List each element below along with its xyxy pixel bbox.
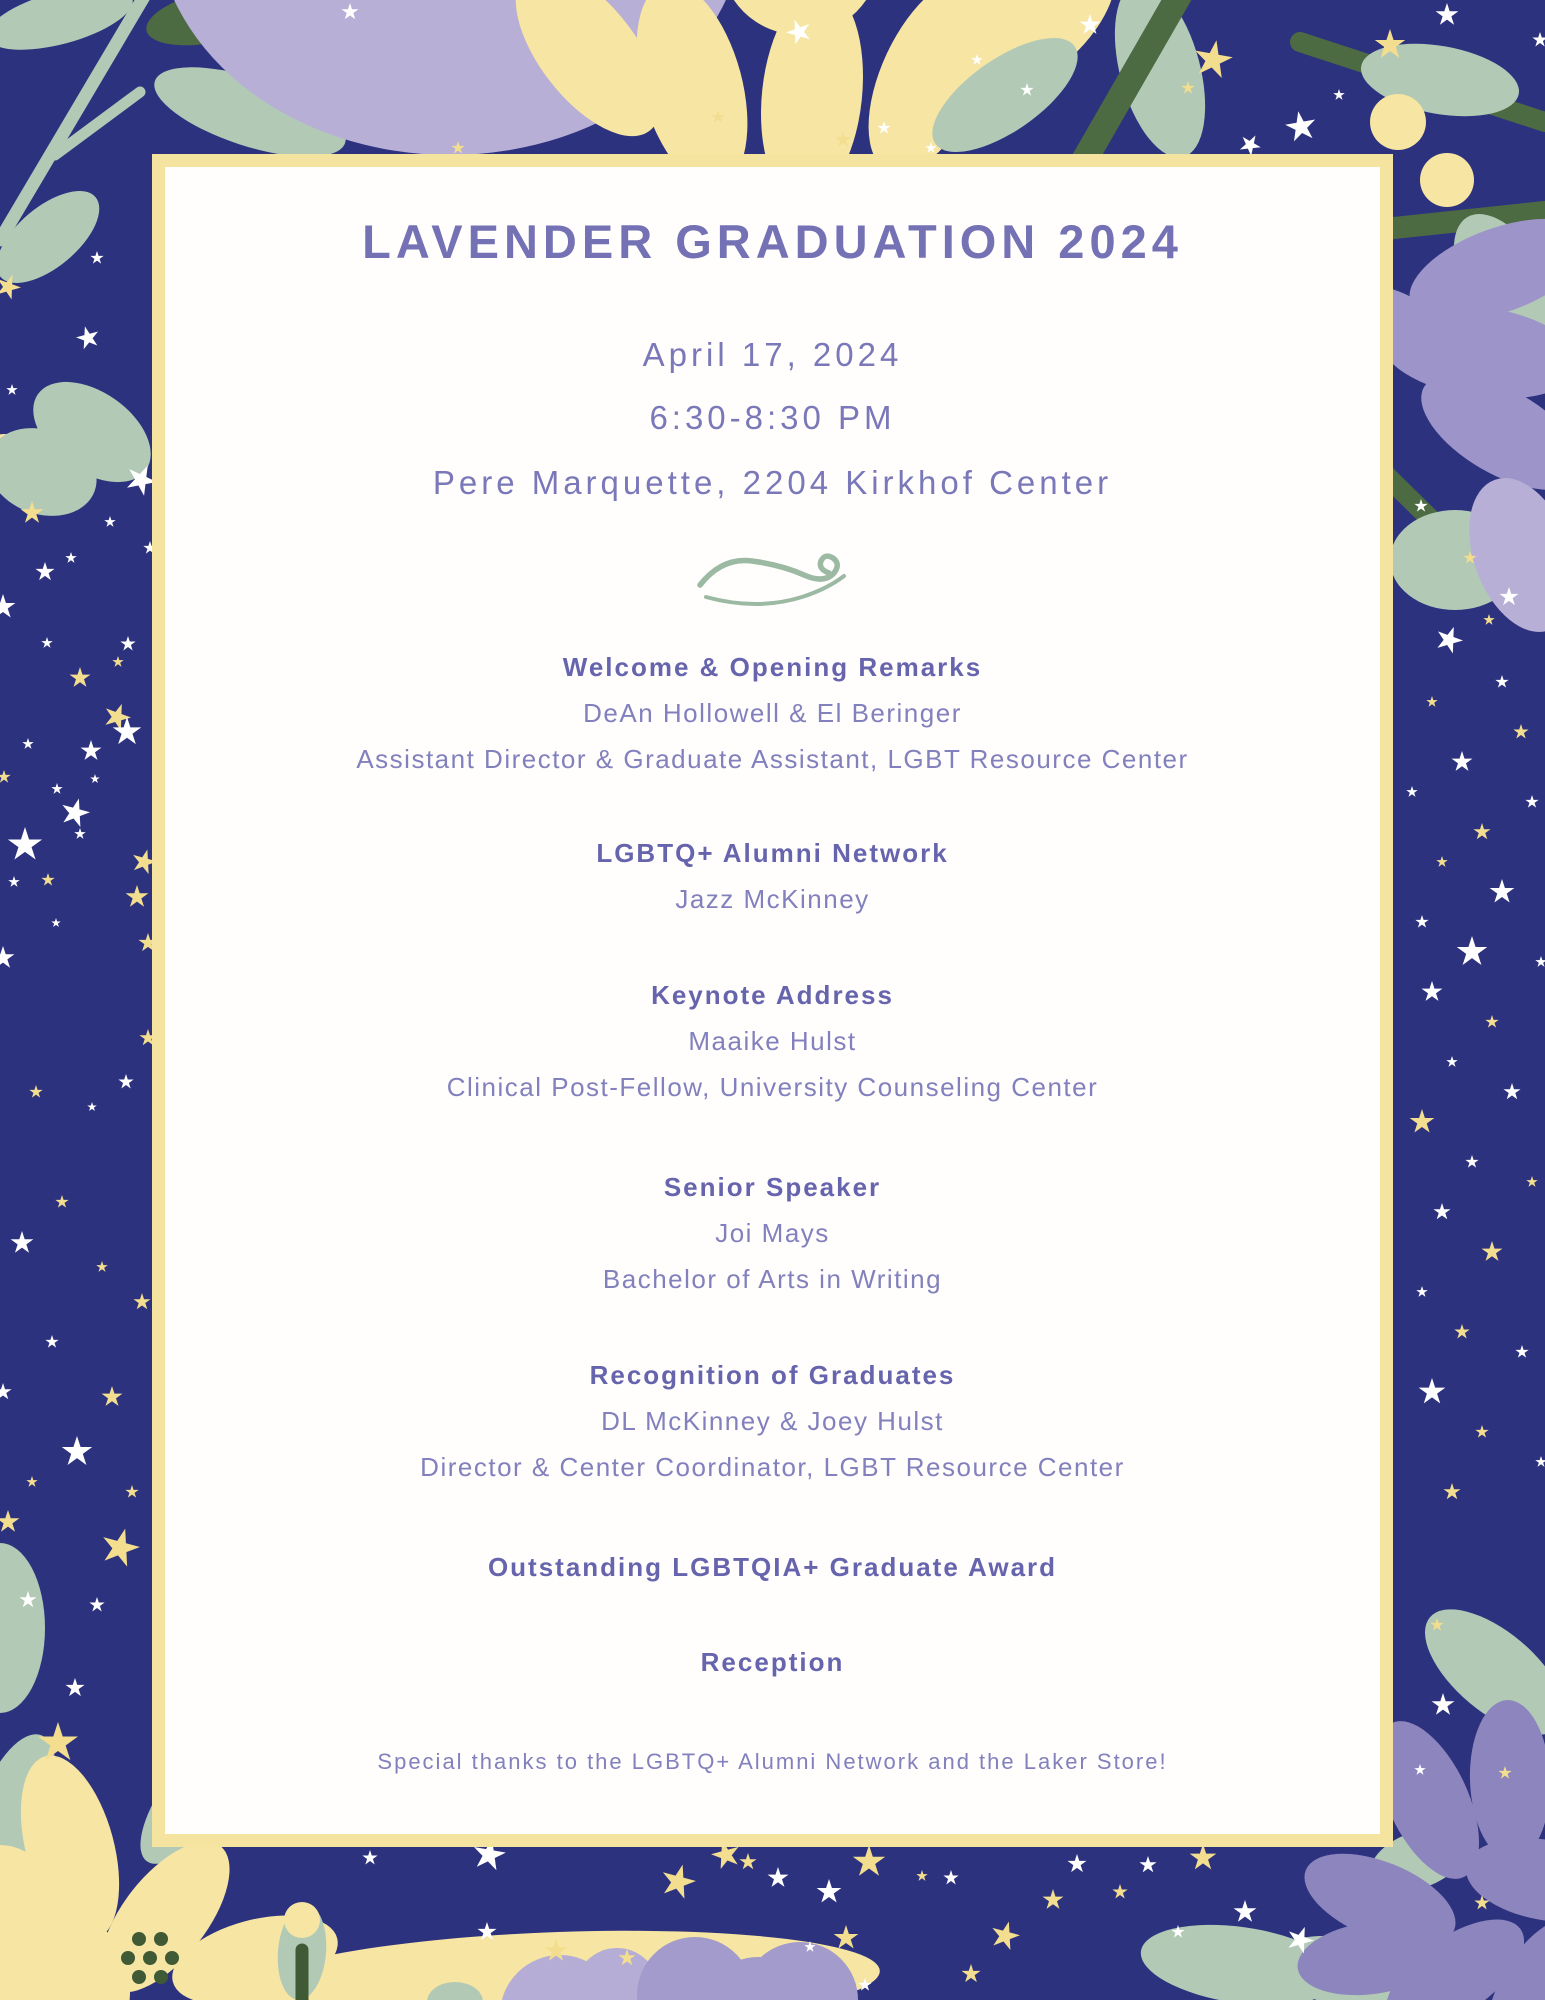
program-section-line: Bachelor of Arts in Writing	[602, 1264, 943, 1294]
program-section-heading: Outstanding LGBTQIA+ Graduate Award	[487, 1552, 1058, 1582]
program-section-heading: Reception	[700, 1647, 845, 1677]
program-section-line: Maaike Hulst	[688, 1026, 857, 1056]
program-section-line: Director & Center Coordinator, LGBT Resource Center	[420, 1452, 1125, 1482]
program-section-heading: LGBTQ+ Alumni Network	[596, 838, 949, 868]
program-section-heading: Keynote Address	[651, 980, 894, 1010]
program-section-line: Jazz McKinney	[675, 884, 870, 914]
event-date: April 17, 2024	[642, 336, 903, 373]
program-section-line: DL McKinney & Joey Hulst	[601, 1406, 944, 1436]
event-time: 6:30-8:30 PM	[649, 399, 896, 436]
program-section-line: Clinical Post-Fellow, University Counseling Center	[446, 1072, 1099, 1102]
program-section-line: Assistant Director & Graduate Assistant, LGBT Resource Center	[356, 744, 1189, 774]
event-location: Pere Marquette, 2204 Kirkhof Center	[432, 464, 1113, 501]
berry	[1420, 153, 1474, 207]
footer-thanks: Special thanks to the LGBTQ+ Alumni Network and the Laker Store!	[377, 1749, 1168, 1774]
program-section-heading: Senior Speaker	[663, 1172, 882, 1202]
program-section-heading: Welcome & Opening Remarks	[562, 652, 983, 682]
program-section-line: DeAn Hollowell & El Beringer	[583, 698, 962, 728]
flourish-divider	[692, 545, 852, 607]
program-section-heading: Recognition of Graduates	[589, 1360, 956, 1390]
berry	[1370, 94, 1426, 150]
program-section-line: Joi Mays	[715, 1218, 830, 1248]
event-title: LAVENDER GRADUATION 2024	[362, 215, 1183, 268]
flower-bud	[284, 1902, 320, 1938]
